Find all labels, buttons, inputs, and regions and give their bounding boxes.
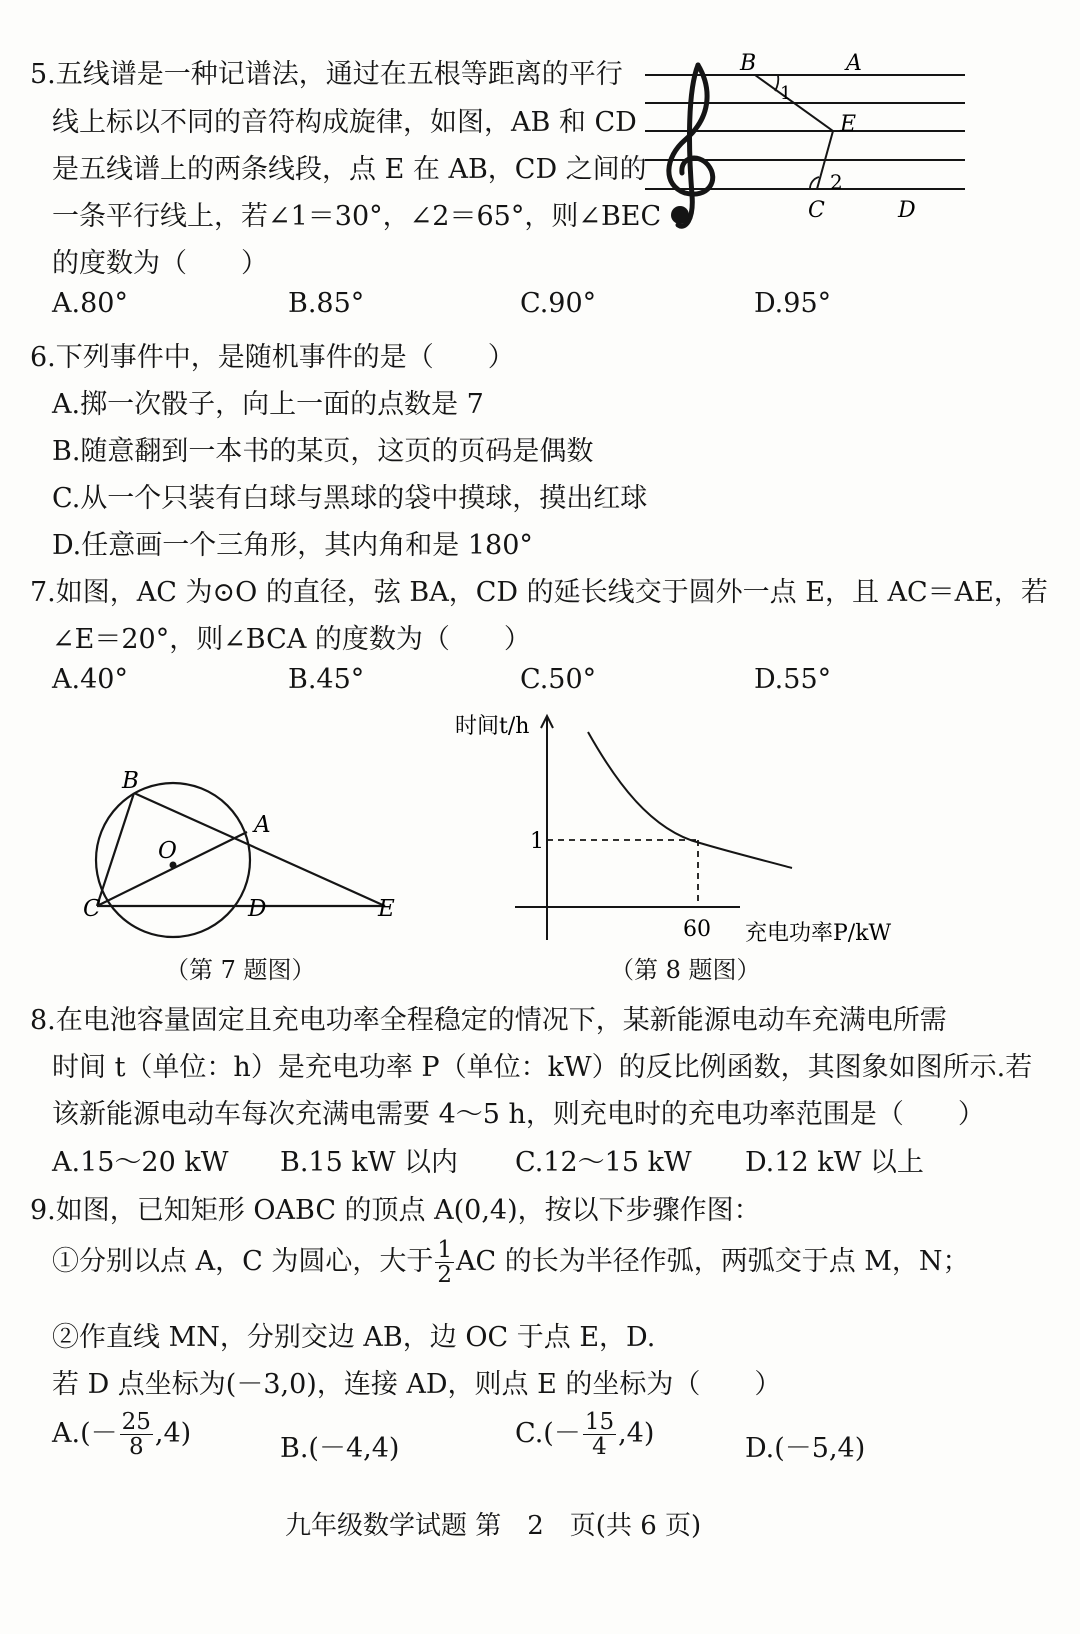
q7-option-c[interactable]: C.50°: [520, 664, 597, 695]
q9-option-c[interactable]: C.(－ $\frac{15}{4}$ ,4): [515, 1409, 655, 1461]
label-1: 1: [780, 83, 792, 104]
q7-option-b[interactable]: B.45°: [288, 664, 365, 695]
q5-line-3: 是五线谱上的两条线段，点 E 在 AB，CD 之间的: [52, 154, 647, 185]
q5-option-d[interactable]: D.95°: [754, 288, 832, 319]
q9-stem: 9.如图，已知矩形 OABC 的顶点 A(0,4)，按以下步骤作图：: [30, 1195, 761, 1226]
q9-step-1: [52, 1238, 970, 1287]
q8-option-c[interactable]: C.12～15 kW: [515, 1147, 692, 1178]
q8-option-b[interactable]: B.15 kW 以内: [280, 1147, 459, 1178]
q5-line-5: 的度数为（ ）: [52, 248, 268, 279]
q5-line-2: 线上标以不同的音符构成旋律，如图，AB 和 CD: [52, 107, 637, 138]
label-A: A: [254, 812, 271, 838]
q7-option-d[interactable]: D.55°: [754, 664, 832, 695]
label-C: C: [83, 896, 101, 922]
label-O: O: [158, 838, 177, 864]
y-tick-1: 1: [530, 829, 544, 854]
q8-line-3: 该新能源电动车每次充满电需要 4～5 h，则充电时的充电功率范围是（ ）: [52, 1099, 985, 1130]
q8-option-a[interactable]: A.15～20 kW: [52, 1147, 229, 1178]
q9-option-b[interactable]: B.(－4,4): [280, 1433, 400, 1464]
q8-option-d[interactable]: D.12 kW 以上: [745, 1147, 924, 1178]
x-axis-label: 充电功率P/kW: [745, 921, 892, 946]
label-E: E: [378, 896, 395, 922]
q6-option-c[interactable]: C.从一个只装有白球与黑球的袋中摸球，摸出红球: [52, 483, 648, 514]
q7-line-2: ∠E＝20°，则∠BCA 的度数为（ ）: [52, 624, 531, 655]
x-tick-60: 60: [683, 917, 711, 942]
clef-dot: [671, 206, 689, 224]
q8-line-2: 时间 t（单位：h）是充电功率 P（单位：kW）的反比例函数，其图象如图所示.若: [52, 1052, 1033, 1083]
label-E: E: [840, 112, 857, 137]
label-C: C: [808, 198, 825, 223]
q9-step-1-pre: ①分别以点 A，C 为圆心，大于: [52, 1246, 434, 1278]
q7-line-1: 7.如图，AC 为⊙O 的直径，弦 BA，CD 的延长线交于圆外一点 E，且 AC＝AE，若: [30, 577, 1048, 608]
q5-option-a[interactable]: A.80°: [52, 288, 128, 319]
label-D: D: [248, 896, 267, 922]
q5-option-c[interactable]: C.90°: [520, 288, 597, 319]
inverse-curve: [588, 732, 792, 868]
q7-option-a[interactable]: A.40°: [52, 664, 128, 695]
treble-clef-icon: [669, 65, 713, 226]
q7-circle-figure: [70, 760, 430, 960]
q9-step-2: ②作直线 MN，分别交边 AB，边 OC 于点 E，D.: [52, 1322, 656, 1353]
q7-figure-caption: （第 7 题图）: [165, 956, 316, 984]
q8-line-1: 8.在电池容量固定且充电功率全程稳定的情况下，某新能源电动车充满电所需: [30, 1005, 947, 1036]
label-D: D: [898, 198, 916, 223]
q6-option-a[interactable]: A.掷一次骰子，向上一面的点数是 7: [52, 389, 484, 420]
page-footer: 九年级数学试题 第 2 页(共 6 页): [285, 1511, 702, 1541]
q9-option-a[interactable]: A.(－ $\frac{25}{8}$ ,4): [52, 1409, 192, 1461]
label-B: B: [740, 51, 757, 76]
label-A: A: [846, 51, 862, 76]
q9-step-1-post: AC 的长为半径作弧，两弧交于点 M，N；: [455, 1246, 970, 1278]
q6-stem: 6.下列事件中，是随机事件的是（ ）: [30, 342, 515, 373]
q9-step-3: 若 D 点坐标为(－3,0)，连接 AD，则点 E 的坐标为（ ）: [52, 1369, 782, 1400]
q6-option-d[interactable]: D.任意画一个三角形，其内角和是 180°: [52, 530, 533, 561]
q5-option-b[interactable]: B.85°: [288, 288, 365, 319]
angle-1-arc: [775, 75, 778, 91]
q5-line-1: 5.五线谱是一种记谱法，通过在五根等距离的平行: [30, 59, 623, 90]
y-axis-label: 时间t/h: [455, 714, 530, 739]
q8-figure-caption: （第 8 题图）: [610, 956, 761, 984]
q9-option-d[interactable]: D.(－5,4): [745, 1433, 866, 1464]
q5-staff-figure: [640, 45, 980, 240]
q8-graph-figure: [450, 700, 930, 960]
fraction-one-half: $\frac{1}{2}$: [437, 1237, 452, 1289]
q6-option-b[interactable]: B.随意翻到一本书的某页，这页的页码是偶数: [52, 436, 594, 467]
label-B: B: [122, 768, 139, 794]
q5-line-4: 一条平行线上，若∠1＝30°，∠2＝65°，则∠BEC: [52, 201, 662, 232]
label-2: 2: [830, 170, 843, 194]
